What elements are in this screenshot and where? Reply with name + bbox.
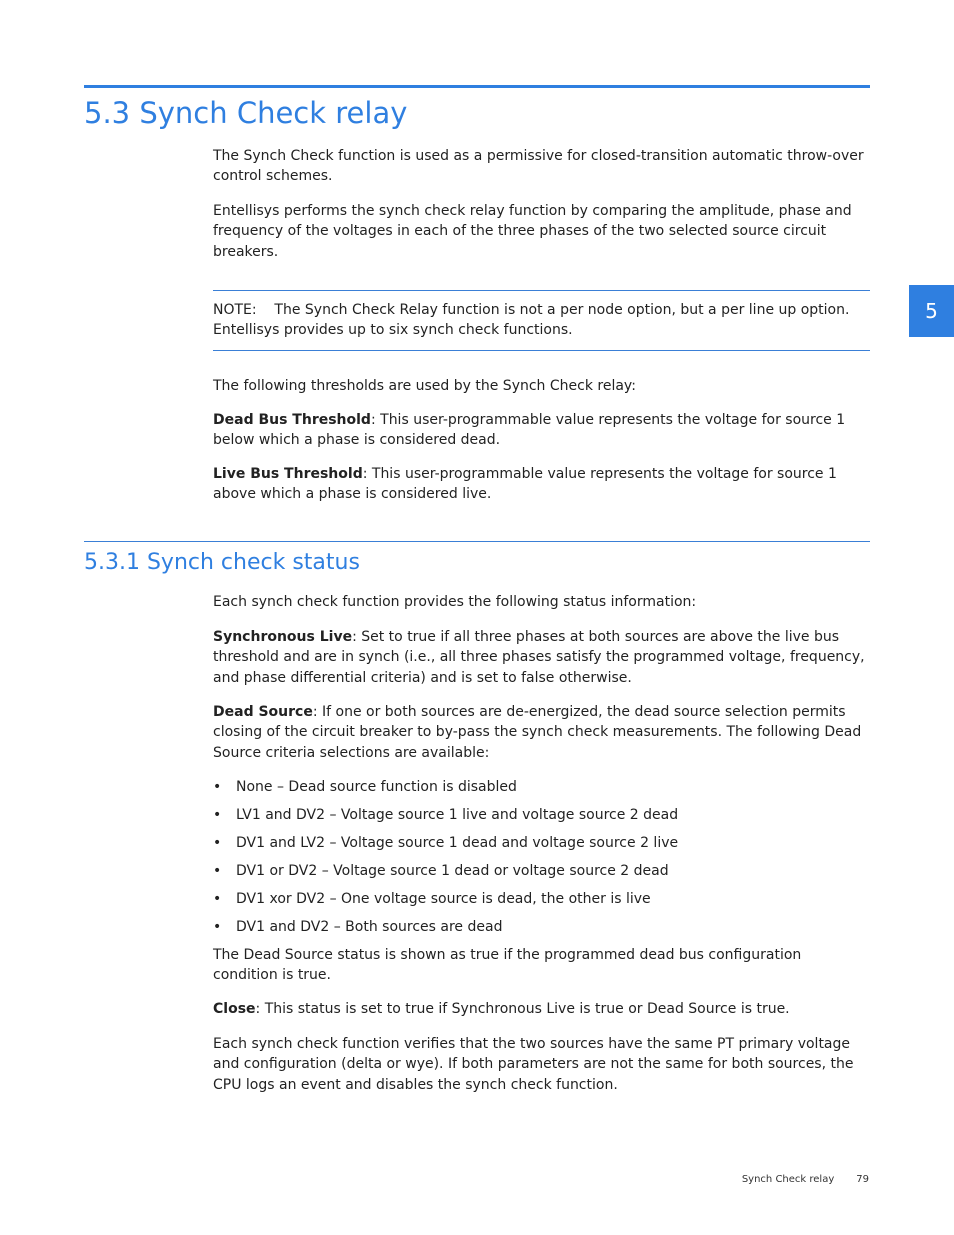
bullet-glyph: • — [213, 919, 222, 935]
bullet-glyph: • — [213, 779, 222, 795]
dead-bus-text: : This user-programmable value represents the voltage for source 1 below which a phase is considered dead. — [213, 412, 846, 449]
list-item: • DV1 and LV2 – Voltage source 1 dead and voltage source 2 live — [213, 835, 679, 851]
dead-bus-threshold-paragraph — [213, 410, 870, 451]
bullet-glyph: • — [213, 835, 222, 851]
list-item: • None – Dead source function is disabled — [213, 779, 517, 795]
dead-source-paragraph — [213, 702, 870, 763]
note-label: NOTE: — [213, 302, 257, 318]
thresholds-intro: The following thresholds are used by the Synch Check relay: — [213, 378, 636, 394]
synchronous-live-paragraph — [213, 627, 870, 688]
intro-paragraph-2: Entellisys performs the synch check relay function by comparing the amplitude, phase and frequency of the voltages in each of the three phases of the two selected source circuit breakers. — [213, 203, 852, 260]
top-rule — [84, 85, 870, 88]
close-text: : This status is set to true if Synchronous Live is true or Dead Source is true. — [255, 1001, 790, 1017]
bullet-glyph: • — [213, 807, 222, 823]
close-term: Close — [213, 1001, 256, 1017]
status-intro: Each synch check function provides the following status information: — [213, 594, 697, 610]
footer-section-name: Synch Check relay — [741, 1174, 835, 1185]
dead-bus-term: Dead Bus Threshold — [213, 412, 371, 428]
page-footer — [742, 1174, 869, 1185]
subsection-rule — [84, 541, 870, 542]
live-bus-text: : This user-programmable value represents the voltage for source 1 above which a phase is considered live. — [213, 466, 837, 503]
note-bottom-rule — [213, 350, 870, 351]
dead-source-text: : If one or both sources are de-energized, the dead source selection permits closing of the circuit breaker to by-pass the synch check measurements. The following Dead Source criteria selections are available: — [213, 704, 862, 761]
section-title: 5.3 Synch Check relay — [84, 96, 408, 130]
list-item: • LV1 and DV2 – Voltage source 1 live and voltage source 2 dead — [213, 807, 679, 823]
note-top-rule — [213, 290, 870, 291]
live-bus-term: Live Bus Threshold — [213, 466, 363, 482]
sync-live-term: Synchronous Live — [213, 629, 353, 645]
subsection-title: 5.3.1 Synch check status — [84, 550, 360, 575]
intro-paragraph-1: The Synch Check function is used as a permissive for closed-transition automatic throw-over control schemes. — [213, 148, 864, 185]
list-item: • DV1 and DV2 – Both sources are dead — [213, 919, 503, 935]
note-text: The Synch Check Relay function is not a per node option, but a per line up option. Entellisys provides up to six synch check functions. — [213, 302, 850, 339]
dead-source-status-paragraph: The Dead Source status is shown as true if the programmed dead bus configuration condition is true. — [213, 947, 802, 984]
live-bus-threshold-paragraph — [213, 464, 870, 505]
list-item: • DV1 or DV2 – Voltage source 1 dead or voltage source 2 dead — [213, 863, 669, 879]
dead-source-criteria-list — [213, 777, 870, 945]
close-paragraph — [213, 999, 870, 1019]
list-item: • DV1 xor DV2 – One voltage source is dead, the other is live — [213, 891, 651, 907]
note-block — [213, 300, 870, 341]
bullet-glyph: • — [213, 863, 222, 879]
bullet-glyph: • — [213, 891, 222, 907]
sync-live-text: : Set to true if all three phases at both sources are above the live bus threshold and are in synch (i.e., all three phases satisfy the programmed voltage, frequency, and phase differential criteria) and is set to false otherwise. — [213, 629, 865, 686]
chapter-tab: 5 — [909, 285, 954, 337]
dead-source-term: Dead Source — [213, 704, 313, 720]
verify-paragraph: Each synch check function verifies that the two sources have the same PT primary voltage and configuration (delta or wye). If both parameters are not the same for both sources, the CPU logs an event and disables the synch check function. — [213, 1036, 854, 1093]
page-number: 79 — [856, 1174, 869, 1185]
